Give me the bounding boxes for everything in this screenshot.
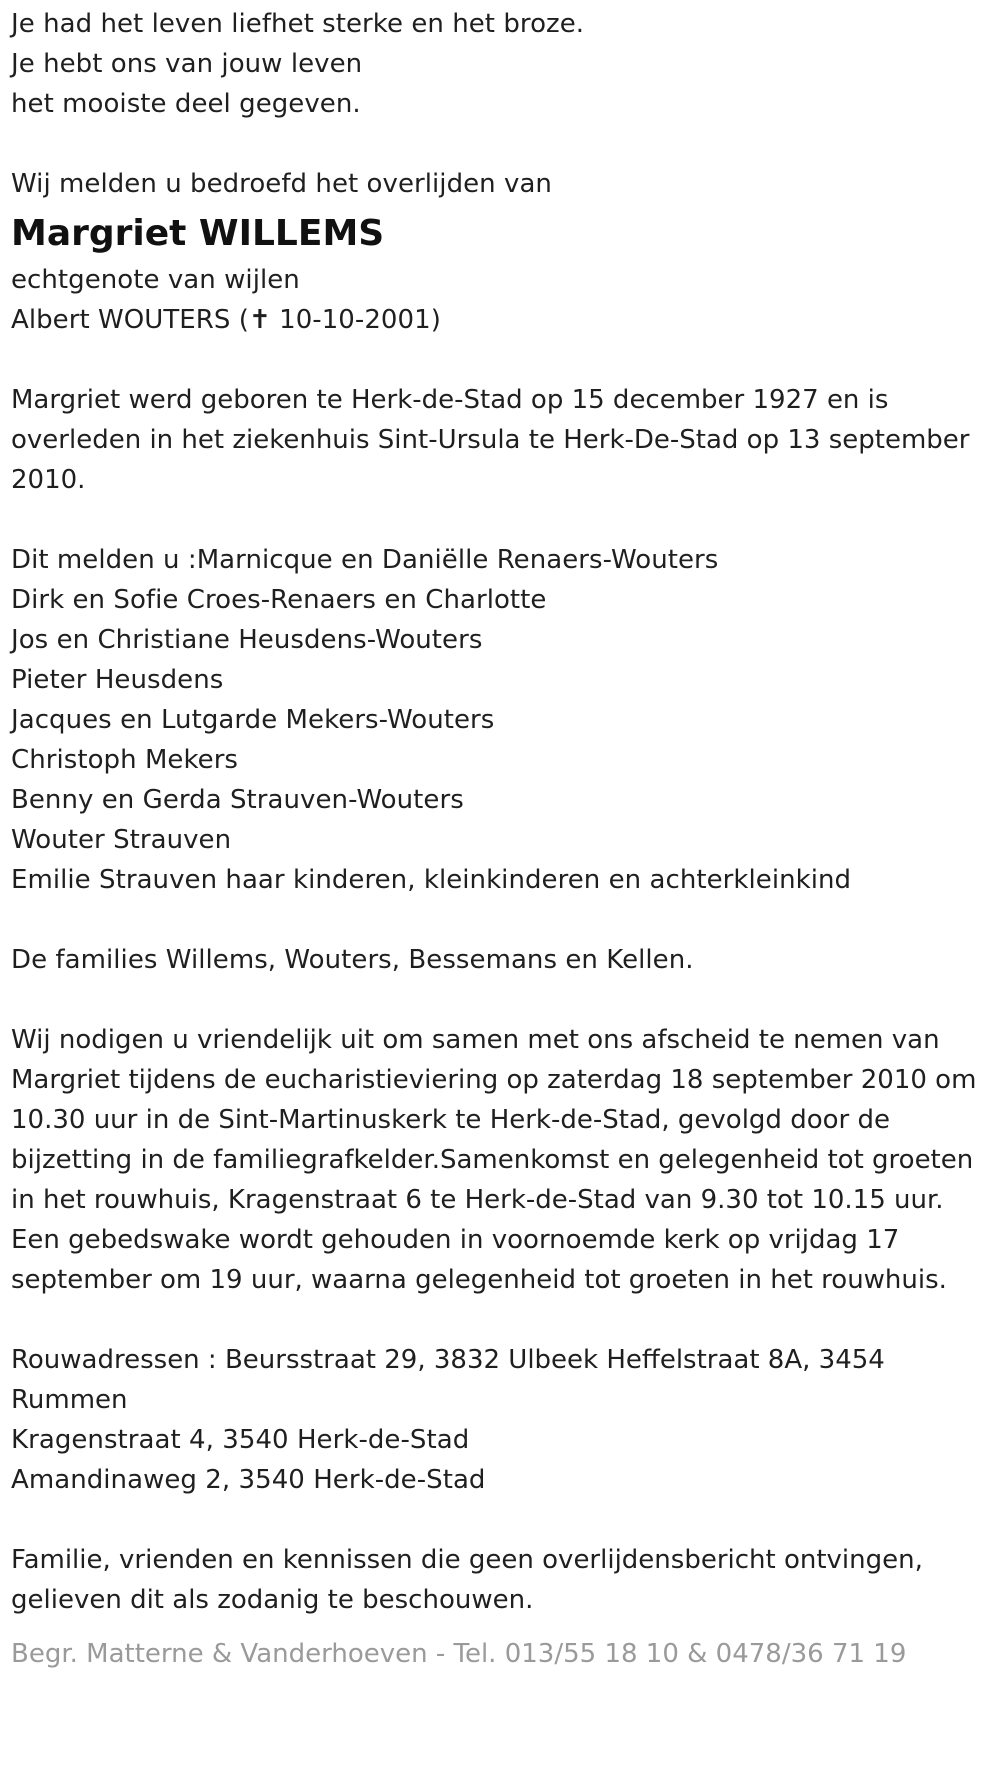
funeral-home-footer: Begr. Matterne & Vanderhoeven - Tel. 013/55 18 10 & 0478/36 71 19 <box>11 1639 907 1669</box>
deceased-name: Margriet WILLEMS <box>11 213 385 254</box>
address-line: Kragenstraat 4, 3540 Herk-de-Stad <box>11 1425 470 1455</box>
birth-death-paragraph: Margriet werd geboren te Herk-de-Stad op 15 december 1927 en is overleden in het ziekenhuis Sint-Ursula te Herk-De-Stad op 13 september 2010. <box>11 385 970 495</box>
intro-text: Wij melden u bedroefd het overlijden van <box>11 169 552 199</box>
spacer <box>11 500 996 540</box>
family-member: Pieter Heusdens <box>11 665 224 695</box>
family-member: Dirk en Sofie Croes-Renaers en Charlotte <box>11 585 547 615</box>
address-line: Amandinaweg 2, 3540 Herk-de-Stad <box>11 1465 486 1495</box>
poem <box>11 4 996 124</box>
spacer <box>11 980 996 1020</box>
ceremony-paragraph: Wij nodigen u vriendelijk uit om samen met ons afscheid te nemen van Margriet tijdens de eucharistieviering op zaterdag 18 september 2010 om 10.30 uur in de Sint-Martinuskerk te Herk-de-Stad, gevolgd door de bijzetting in de familiegrafkelder.Samenkomst en gelegenheid tot groeten in het rouwhuis, Kragenstraat 6 te Herk-de-Stad van 9.30 tot 10.15 uur. <box>11 1025 977 1215</box>
family-member: Emilie Strauven haar kinderen, kleinkinderen en achterkleinkind <box>11 865 852 895</box>
condolence-addresses <box>11 1340 996 1500</box>
vigil-paragraph: Een gebedswake wordt gehouden in voornoemde kerk op vrijdag 17 september om 19 uur, waarna gelegenheid tot groeten in het rouwhuis. <box>11 1225 947 1295</box>
spacer <box>11 1300 996 1340</box>
family-member: Dit melden u :Marnicque en Daniëlle Renaers-Wouters <box>11 545 719 575</box>
poem-line: Je had het leven liefhet sterke en het broze. <box>11 9 585 39</box>
family-member: Christoph Mekers <box>11 745 239 775</box>
spacer <box>11 1500 996 1540</box>
closing-paragraph: Familie, vrienden en kennissen die geen overlijdensbericht ontvingen, gelieven dit als zodanig te beschouwen. <box>11 1545 923 1615</box>
poem-line: het mooiste deel gegeven. <box>11 89 361 119</box>
spacer <box>11 340 996 380</box>
family-member: Jos en Christiane Heusdens-Wouters <box>11 625 483 655</box>
family-member: Wouter Strauven <box>11 825 232 855</box>
spouse-name: Albert WOUTERS (✝ 10-10-2001) <box>11 305 441 335</box>
spacer <box>11 900 996 940</box>
spouse-line: echtgenote van wijlen <box>11 265 300 295</box>
families-line: De families Willems, Wouters, Bessemans en Kellen. <box>11 945 694 975</box>
family-member: Jacques en Lutgarde Mekers-Wouters <box>11 705 495 735</box>
spacer <box>11 124 996 164</box>
family-member: Benny en Gerda Strauven-Wouters <box>11 785 464 815</box>
family-list <box>11 540 996 900</box>
poem-line: Je hebt ons van jouw leven <box>11 49 363 79</box>
address-line: Rouwadressen : Beursstraat 29, 3832 Ulbeek Heffelstraat 8A, 3454 Rummen <box>11 1345 885 1415</box>
